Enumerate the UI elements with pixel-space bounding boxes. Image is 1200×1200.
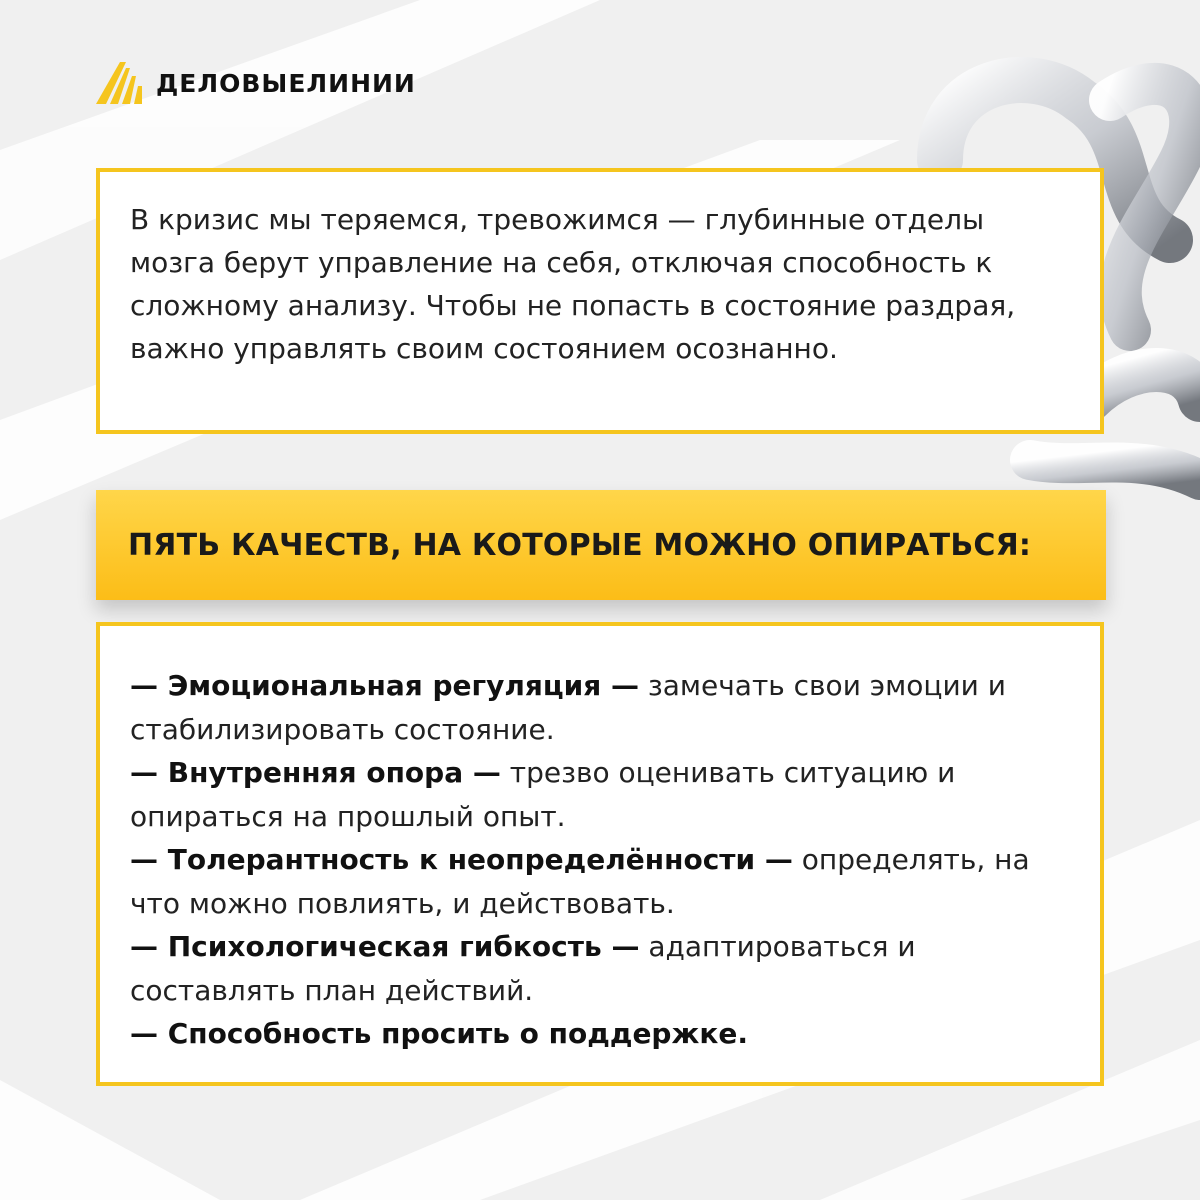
quality-description: трезво оценивать ситуацию и опираться на прошлый опыт. [130, 756, 956, 833]
intro-card [96, 168, 1104, 434]
banner-title: ПЯТЬ КАЧЕСТВ, НА КОТОРЫЕ МОЖНО ОПИРАТЬСЯ: [128, 527, 1032, 563]
logo-sunrise-icon [96, 62, 144, 104]
quality-name: — Толерантность к неопределённости — [130, 843, 793, 876]
quality-name: — Способность просить о поддержке. [130, 1017, 748, 1050]
qualities-banner [96, 490, 1106, 600]
quality-name: — Внутренняя опора — [130, 756, 501, 789]
quality-name: — Эмоциональная регуляция — [130, 669, 639, 702]
brand-logo[interactable] [96, 62, 416, 104]
list-item [130, 1012, 1070, 1056]
quality-description: замечать свои эмоции и стабилизировать состояние. [130, 669, 1006, 746]
list-item [130, 751, 1070, 838]
quality-description: адаптироваться и составлять план действий. [130, 930, 916, 1007]
intro-text: В кризис мы теряемся, тревожимся — глубинные отделы мозга берут управление на себя, отключая способность к сложному анализу. Чтобы не попасть в состояние раздрая, важно управлять своим состоянием осознанно. [130, 203, 1016, 365]
qualities-list [130, 664, 1070, 1056]
logo-wordmark: ДЕЛОВЫЕЛИНИИ [156, 68, 416, 98]
quality-name: — Психологическая гибкость — [130, 930, 640, 963]
qualities-card [96, 622, 1104, 1086]
quality-description: определять, на что можно повлиять, и действовать. [130, 843, 1030, 920]
list-item [130, 925, 1070, 1012]
list-item [130, 664, 1070, 751]
list-item [130, 838, 1070, 925]
